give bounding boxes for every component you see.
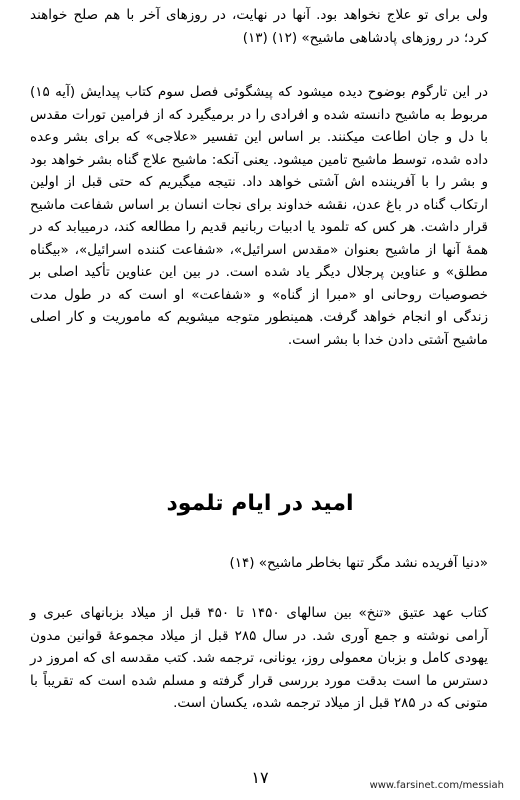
section-heading: امید در ایام تلمود [166,491,354,516]
page-number: ۱۷ [251,768,269,787]
paragraph-old-testament: کتاب عهد عتیق «تنخ» بین سالهای ۱۴۵۰ تا ۴۵۰ قبل از میلاد بزبانهای عبری و آرامی نوشته و جمع آوری شد. در سال ۲۸۵ قبل از میلاد مجموعهٔ قوانین مدون یهودی کامل و بزبان معمولی روز، یونانی، ترجمه شد. کتب مقدسه ای که امروز در دسترس ما است بدقت مورد بررسی قرار گرفته و مسلم شده است که تقریباً با متونی که در ۲۸۵ قبل از میلاد ترجمه شده، یکسان است. [30,605,489,711]
quote-line: «دنیا آفریده نشد مگر تنها بخاطر ماشیح» (۱۴) [229,555,488,571]
paragraph-targum-commentary: در این تارگوم بوضوح دیده میشود که پیشگوئی فصل سوم کتاب پیدایش (آیه ۱۵) مربوط به ماشیح دانسته شده و افرادی را در برمیگیرد که از فرامین تورات مقدس با دل و جان اطاعت میکنند. بر اساس این تفسیر «علاجی» که برای بشر وعده داده شده، توسط ماشیح تامین میشود. یعنی آنکه: ماشیح علاج گناه بشر خواهد بود و بشر را با آفریننده اش آشتی خواهد داد. نتیجه میگیریم که حتی قبل از اولین ارتکاب گناه در باغ عدن، نقشه خداوند برای نجات انسان بر اساس شفاعت ماشیح قرار داشت. هر کس که تلمود یا ادبیات ربانیم قدیم را مطالعه کند، درمییابد که در همهٔ آنها از ماشیح بعنوان «مقدس اسرائیل»، «شفاعت کننده اسرائیل»، «بیگناه مطلق» و عناوین پرجلال دیگر یاد شده است. در بین این عناوین تأکید اصلی بر خصوصیات روحانی او «مبرا از گناه» و «شفاعت» او است که در طول مدت زندگی او انجام خواهد گرفت. همینطور متوجه میشویم که ماموریت و کار اصلی ماشیح آشتی دادن خدا با بشر است. [30,84,488,348]
footer-url: www.farsinet.com/messiah [369,780,504,791]
paragraph-top-continuation: ولی برای تو علاج نخواهد بود. آنها در نهایت، در روزهای آخر با هم صلح خواهند کرد؛ در روزهای پادشاهی ماشیح» (۱۲) (۱۳) [30,7,488,46]
